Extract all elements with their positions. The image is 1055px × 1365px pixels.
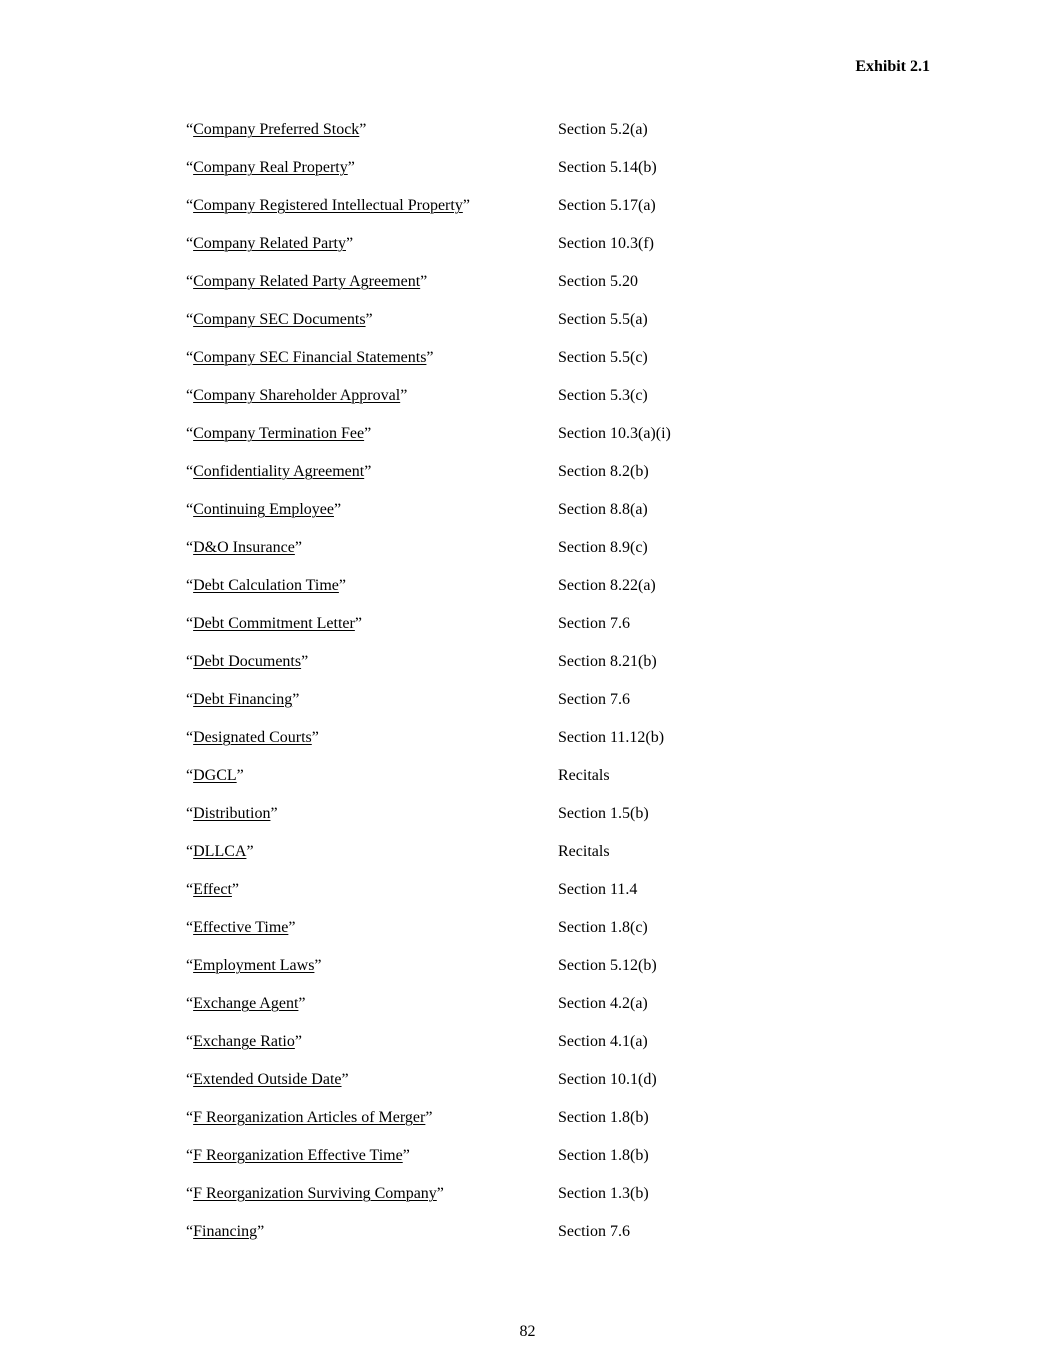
defined-term: [186, 348, 558, 386]
defined-term: [186, 690, 558, 728]
defined-term-text: F Reorganization Articles of Merger: [193, 1109, 426, 1126]
close-quote: ”: [288, 919, 296, 936]
defined-term-text: DGCL: [193, 767, 237, 784]
defined-term: [186, 234, 558, 272]
section-reference: Recitals: [558, 843, 610, 860]
defined-term-text: Confidentiality Agreement: [193, 463, 365, 480]
section-reference: Section 10.3(a)(i): [558, 425, 671, 442]
close-quote: ”: [400, 387, 408, 404]
defined-term-text: Effect: [193, 881, 232, 898]
defined-term: [186, 842, 558, 880]
open-quote: “: [186, 995, 194, 1012]
open-quote: “: [186, 843, 194, 860]
defined-term: [186, 1222, 558, 1260]
close-quote: ”: [246, 843, 254, 860]
definition-row: [186, 1222, 886, 1260]
defined-term: [186, 462, 558, 500]
close-quote: ”: [420, 273, 428, 290]
close-quote: ”: [345, 235, 354, 252]
defined-term-text: Company Related Party Agreement: [193, 273, 421, 290]
defined-term: [186, 272, 558, 310]
section-reference: Section 8.22(a): [558, 577, 656, 594]
defined-term: [186, 120, 558, 158]
close-quote: ”: [426, 349, 434, 366]
definition-row: [186, 918, 886, 956]
definition-row: [186, 690, 886, 728]
open-quote: “: [186, 577, 194, 594]
definition-row: [186, 994, 886, 1032]
section-reference: Section 1.3(b): [558, 1185, 649, 1202]
section-reference: Section 5.20: [558, 273, 638, 290]
definition-row: [186, 1070, 886, 1108]
close-quote: ”: [311, 729, 319, 746]
definition-row: [186, 614, 886, 652]
section-reference: Section 1.8(b): [558, 1147, 649, 1164]
definition-row: [186, 804, 886, 842]
definition-row: [186, 576, 886, 614]
defined-term-text: Exchange Agent: [193, 995, 299, 1012]
defined-term-text: Debt Calculation Time: [193, 577, 339, 594]
defined-term: [186, 576, 558, 614]
defined-term: [186, 158, 558, 196]
definition-row: [186, 234, 886, 272]
open-quote: “: [186, 805, 194, 822]
open-quote: “: [186, 463, 194, 480]
defined-term: [186, 1146, 558, 1184]
open-quote: “: [186, 881, 194, 898]
definition-row: [186, 652, 886, 690]
section-reference: Section 5.3(c): [558, 387, 648, 404]
close-quote: ”: [402, 1147, 410, 1164]
section-reference: Section 5.5(a): [558, 311, 648, 328]
defined-term-text: Exchange Ratio: [193, 1033, 295, 1050]
definition-row: [186, 956, 886, 994]
open-quote: “: [186, 273, 194, 290]
close-quote: ”: [364, 463, 372, 480]
defined-term: [186, 652, 558, 690]
close-quote: ”: [294, 539, 302, 556]
close-quote: ”: [301, 653, 309, 670]
open-quote: “: [186, 653, 194, 670]
definition-row: [186, 348, 886, 386]
defined-term: [186, 728, 558, 766]
page-number: 82: [519, 1323, 536, 1340]
section-reference: Section 4.2(a): [558, 995, 648, 1012]
defined-term-text: Debt Financing: [193, 691, 293, 708]
open-quote: “: [186, 121, 194, 138]
defined-term: [186, 1070, 558, 1108]
open-quote: “: [186, 729, 194, 746]
defined-term: [186, 310, 558, 348]
definition-row: [186, 462, 886, 500]
defined-term-text: Company Termination Fee: [193, 425, 365, 442]
defined-term: [186, 1184, 558, 1222]
open-quote: “: [186, 615, 194, 632]
open-quote: “: [186, 919, 194, 936]
section-reference: Section 8.9(c): [558, 539, 648, 556]
open-quote: “: [186, 387, 194, 404]
close-quote: ”: [270, 805, 278, 822]
open-quote: “: [186, 1185, 194, 1202]
section-reference: Section 10.1(d): [558, 1071, 657, 1088]
defined-term: [186, 1032, 558, 1070]
defined-term-text: DLLCA: [193, 843, 247, 860]
section-reference: Section 1.8(c): [558, 919, 648, 936]
close-quote: ”: [231, 881, 240, 898]
definition-row: [186, 1108, 886, 1146]
section-reference: Recitals: [558, 767, 610, 784]
section-reference: Section 7.6: [558, 691, 630, 708]
defined-term-text: D&O Insurance: [193, 539, 295, 556]
defined-term-text: Company SEC Documents: [193, 311, 366, 328]
open-quote: “: [186, 235, 194, 252]
open-quote: “: [186, 1033, 194, 1050]
section-reference: Section 4.1(a): [558, 1033, 648, 1050]
close-quote: ”: [314, 957, 322, 974]
defined-term: [186, 424, 558, 462]
definition-row: [186, 158, 886, 196]
defined-term-text: Company SEC Financial Statements: [193, 349, 427, 366]
definition-row: [186, 424, 886, 462]
section-reference: Section 10.3(f): [558, 235, 654, 252]
definition-row: [186, 386, 886, 424]
section-reference: Section 5.2(a): [558, 121, 648, 138]
close-quote: ”: [365, 311, 373, 328]
defined-term-text: Distribution: [193, 805, 271, 822]
defined-term: [186, 196, 558, 234]
section-reference: Section 8.8(a): [558, 501, 648, 518]
definition-row: [186, 728, 886, 766]
close-quote: ”: [338, 577, 346, 594]
close-quote: ”: [236, 767, 244, 784]
definition-row: [186, 1032, 886, 1070]
defined-term: [186, 804, 558, 842]
section-reference: Section 11.4: [558, 881, 638, 898]
close-quote: ”: [425, 1109, 433, 1126]
open-quote: “: [186, 1109, 194, 1126]
defined-term: [186, 766, 558, 804]
close-quote: ”: [436, 1185, 444, 1202]
defined-term: [186, 918, 558, 956]
definition-row: [186, 1146, 886, 1184]
definition-row: [186, 120, 886, 158]
close-quote: ”: [333, 501, 342, 518]
open-quote: “: [186, 957, 194, 974]
defined-terms-index: [186, 120, 886, 1260]
close-quote: ”: [354, 615, 362, 632]
defined-term-text: Financing: [193, 1223, 258, 1240]
defined-term: [186, 1108, 558, 1146]
defined-term-text: F Reorganization Effective Time: [193, 1147, 403, 1164]
definition-row: [186, 766, 886, 804]
close-quote: ”: [359, 121, 367, 138]
defined-term: [186, 956, 558, 994]
defined-term-text: Employment Laws: [193, 957, 315, 974]
open-quote: “: [186, 425, 194, 442]
defined-term: [186, 994, 558, 1032]
open-quote: “: [186, 159, 194, 176]
defined-term-text: Continuing Employee: [193, 501, 334, 518]
section-reference: Section 7.6: [558, 1223, 630, 1240]
section-reference: Section 11.12(b): [558, 729, 665, 746]
definition-row: [186, 1184, 886, 1222]
definition-row: [186, 500, 886, 538]
defined-term-text: Company Related Party: [193, 235, 346, 252]
defined-term-text: Debt Commitment Letter: [193, 615, 355, 632]
close-quote: ”: [347, 159, 355, 176]
definition-row: [186, 310, 886, 348]
defined-term: [186, 500, 558, 538]
definition-row: [186, 538, 886, 576]
close-quote: ”: [292, 691, 300, 708]
defined-term-text: Designated Courts: [193, 729, 312, 746]
defined-term-text: F Reorganization Surviving Company: [193, 1185, 437, 1202]
close-quote: ”: [298, 995, 306, 1012]
open-quote: “: [186, 1071, 194, 1088]
defined-term: [186, 880, 558, 918]
open-quote: “: [186, 197, 194, 214]
close-quote: ”: [294, 1033, 302, 1050]
defined-term-text: Company Shareholder Approval: [193, 387, 401, 404]
close-quote: ”: [257, 1223, 265, 1240]
section-reference: Section 8.2(b): [558, 463, 649, 480]
open-quote: “: [186, 501, 194, 518]
open-quote: “: [186, 1147, 194, 1164]
section-reference: Section 8.21(b): [558, 653, 657, 670]
section-reference: Section 5.12(b): [558, 957, 657, 974]
open-quote: “: [186, 539, 194, 556]
defined-term-text: Company Preferred Stock: [193, 121, 360, 138]
close-quote: ”: [364, 425, 372, 442]
defined-term-text: Company Registered Intellectual Property: [193, 197, 463, 214]
defined-term-text: Effective Time: [193, 919, 289, 936]
definition-row: [186, 880, 886, 918]
definition-row: [186, 272, 886, 310]
defined-term: [186, 386, 558, 424]
open-quote: “: [186, 691, 194, 708]
close-quote: ”: [341, 1071, 349, 1088]
open-quote: “: [186, 349, 194, 366]
defined-term-text: Extended Outside Date: [193, 1071, 342, 1088]
section-reference: Section 5.17(a): [558, 197, 656, 214]
exhibit-label: Exhibit 2.1: [855, 58, 930, 75]
section-reference: Section 5.14(b): [558, 159, 657, 176]
defined-term: [186, 614, 558, 652]
definition-row: [186, 196, 886, 234]
open-quote: “: [186, 311, 194, 328]
section-reference: Section 7.6: [558, 615, 630, 632]
open-quote: “: [186, 1223, 194, 1240]
section-reference: Section 1.5(b): [558, 805, 649, 822]
open-quote: “: [186, 767, 194, 784]
section-reference: Section 1.8(b): [558, 1109, 649, 1126]
defined-term-text: Debt Documents: [193, 653, 302, 670]
defined-term-text: Company Real Property: [193, 159, 348, 176]
section-reference: Section 5.5(c): [558, 349, 648, 366]
close-quote: ”: [462, 197, 470, 214]
definition-row: [186, 842, 886, 880]
defined-term: [186, 538, 558, 576]
